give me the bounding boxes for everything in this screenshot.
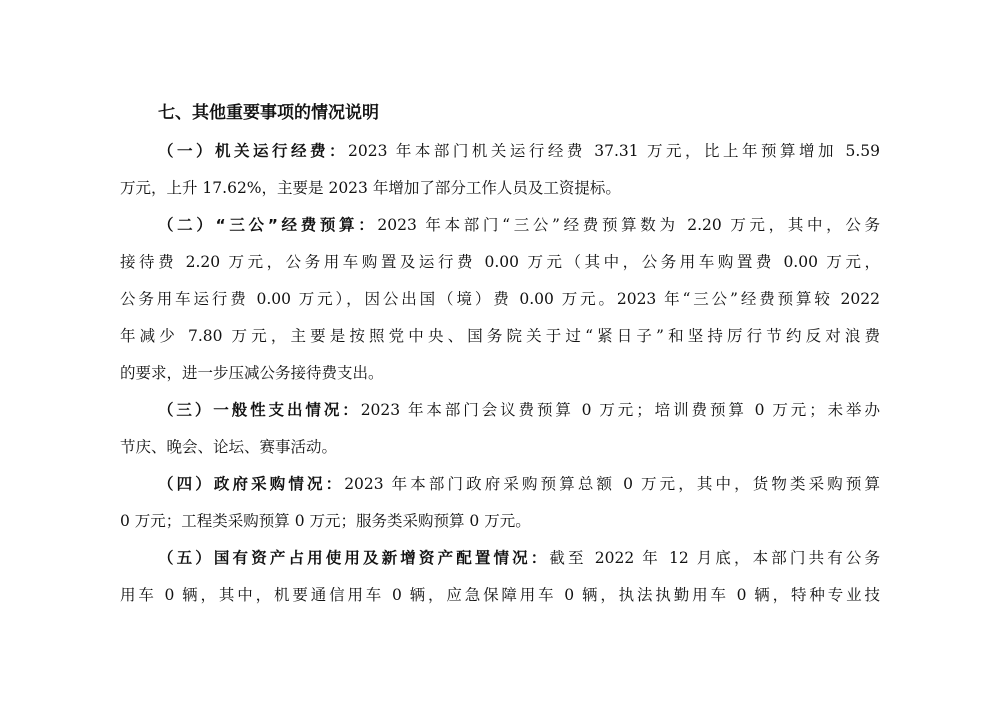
paragraph-5-heading: （五）国有资产占用使用及新增资产配置情况： <box>158 549 550 567</box>
paragraph-2-heading: （二）“三公”经费预算： <box>158 216 378 234</box>
paragraph-2-line-2: 接待费 2.20 万元，公务用车购置及运行费 0.00 万元（其中，公务用车购置费 0.00 万元， <box>120 253 880 271</box>
paragraph-3-heading: （三）一般性支出情况： <box>158 401 361 419</box>
paragraph-2-text: 2023 年本部门“三公”经费预算数为 2.20 万元，其中，公务 <box>377 216 881 234</box>
paragraph-4-line-1 <box>158 471 880 497</box>
paragraph-2-line-5: 的要求，进一步压减公务接待费支出。 <box>120 364 384 382</box>
paragraph-1-line-1 <box>158 138 880 164</box>
paragraph-1-line-2: 万元，上升 17.62%，主要是 2023 年增加了部分工作人员及工资提标。 <box>120 179 621 197</box>
section-heading: 七、其他重要事项的情况说明 <box>158 103 379 123</box>
paragraph-1-heading: （一）机关运行经费： <box>158 142 348 160</box>
paragraph-5-line-2: 用车 0 辆，其中，机要通信用车 0 辆，应急保障用车 0 辆，执法执勤用车 0 辆，特种专业技 <box>120 586 880 604</box>
paragraph-5-text: 截至 2022 年 12 月底，本部门共有公务 <box>549 549 880 567</box>
paragraph-3-line-1 <box>158 397 880 423</box>
paragraph-1-text: 2023 年本部门机关运行经费 37.31 万元，比上年预算增加 5.59 <box>347 142 880 160</box>
paragraph-4-line-2: 0 万元；工程类采购预算 0 万元；服务类采购预算 0 万元。 <box>120 512 531 530</box>
paragraph-2-line-3: 公务用车运行费 0.00 万元），因公出国（境）费 0.00 万元。2023 年“三公”经费预算较 2022 <box>120 290 880 308</box>
paragraph-2-line-4: 年减少 7.80 万元，主要是按照党中央、国务院关于过“紧日子”和坚持厉行节约反对浪费 <box>120 327 880 345</box>
paragraph-4-heading: （四）政府采购情况： <box>158 475 345 493</box>
paragraph-3-line-2: 节庆、晚会、论坛、赛事活动。 <box>120 438 338 456</box>
paragraph-3-text: 2023 年本部门会议费预算 0 万元；培训费预算 0 万元；未举办 <box>360 401 880 419</box>
paragraph-4-text: 2023 年本部门政府采购预算总额 0 万元，其中，货物类采购预算 <box>344 475 880 493</box>
paragraph-2-line-1 <box>158 212 880 238</box>
paragraph-5-line-1 <box>158 545 880 571</box>
